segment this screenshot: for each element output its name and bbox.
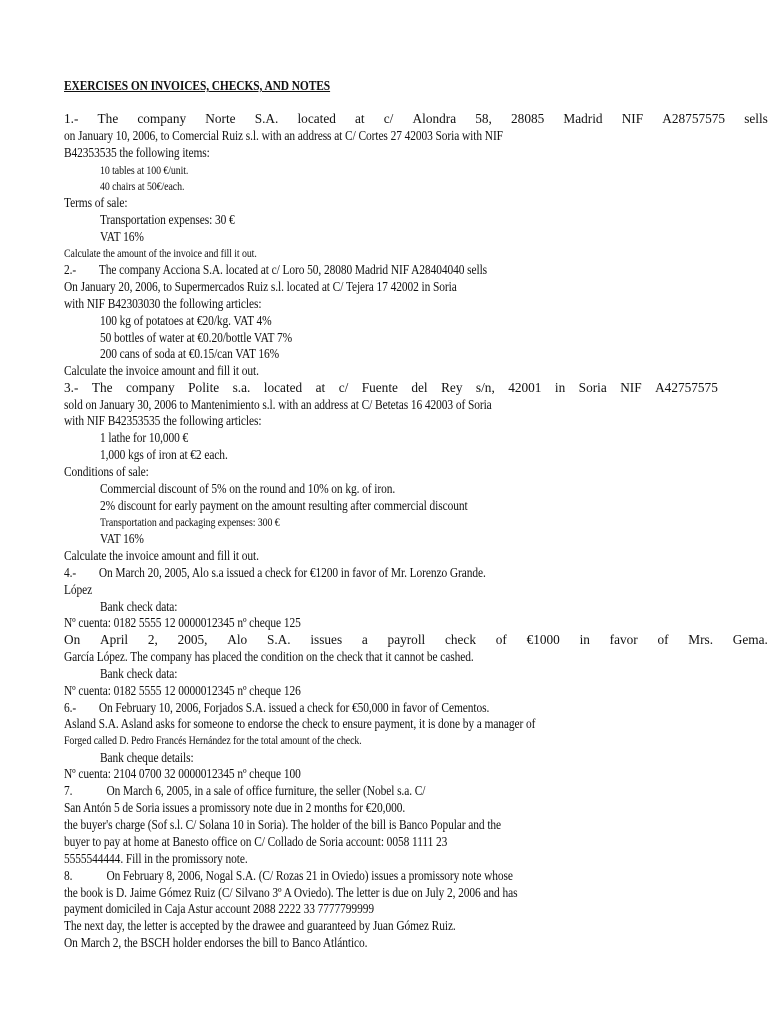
ex4-bank-label: Bank check data:: [100, 599, 178, 614]
ex5-bank-data: Nº cuenta: 0182 5555 12 0000012345 nº cheque 126: [64, 683, 301, 698]
ex1-item2: 40 chairs at 50€/each.: [100, 181, 185, 193]
ex2-line1: 2.- The company Acciona S.A. located at c/ Loro 50, 28080 Madrid NIF A28404040 sells: [64, 262, 488, 277]
word: 42001: [508, 380, 542, 395]
ex4-line2: López: [64, 582, 93, 597]
ex1-terms: Terms of sale:: [64, 195, 128, 210]
ex3-condition4: VAT 16%: [100, 531, 144, 546]
word: Rey: [441, 380, 463, 395]
word: Gema.: [732, 632, 768, 647]
ex7-line4: buyer to pay at home at Banesto office on C/ Collado de Soria account: 0058 1111 23: [64, 834, 448, 849]
ex1-line1: [64, 111, 768, 127]
ex2-line2: On January 20, 2006, to Supermercados Ruiz s.l. located at C/ Tejera 17 42002 in Soria: [64, 279, 457, 294]
ex3-conditions: Conditions of sale:: [64, 464, 149, 479]
word: company: [125, 380, 175, 395]
word: 28085: [511, 111, 545, 126]
ex4-bank-data: Nº cuenta: 0182 5555 12 0000012345 nº cheque 125: [64, 615, 301, 630]
ex2-line3: with NIF B42303030 the following articles:: [64, 296, 262, 311]
word: c/: [338, 380, 349, 395]
word: April: [100, 632, 129, 647]
word: Mrs.: [688, 632, 714, 647]
word: 2,: [147, 632, 158, 647]
word: favor: [609, 632, 638, 647]
ex5-line2: García López. The company has placed the condition on the check that it cannot be cashed.: [64, 649, 474, 664]
word: Alo: [227, 632, 248, 647]
ex8-line1: 8. On February 8, 2006, Nogal S.A. (C/ Rozas 21 in Oviedo) issues a promissory note whose: [64, 868, 513, 883]
word: a: [361, 632, 368, 647]
word: in: [554, 380, 566, 395]
ex8-line5: On March 2, the BSCH holder endorses the bill to Banco Atlántico.: [64, 935, 368, 950]
word: c/: [383, 111, 394, 126]
ex8-line4: The next day, the letter is accepted by the drawee and guaranteed by Juan Gómez Ruiz.: [64, 918, 456, 933]
word: The: [97, 111, 119, 126]
ex2-item3: 200 cans of soda at €0.15/can VAT 16%: [100, 346, 280, 361]
ex1-item1: 10 tables at 100 €/unit.: [100, 165, 189, 177]
ex4-line1: 4.- On March 20, 2005, Alo s.a issued a check for €1200 in favor of Mr. Lorenzo Grande.: [64, 565, 486, 580]
word: issues: [310, 632, 343, 647]
ex7-line5: 5555544444. Fill in the promissory note.: [64, 851, 248, 866]
ex1-term1: Transportation expenses: 30 €: [100, 212, 235, 227]
ex1-term2: VAT 16%: [100, 229, 144, 244]
ex3-line1: [64, 380, 718, 396]
word: at: [315, 380, 326, 395]
document-title: EXERCISES ON INVOICES, CHECKS, AND NOTES: [64, 78, 331, 93]
word: A28757575: [662, 111, 726, 126]
word: S.A.: [266, 632, 291, 647]
ex6-line1: 6.- On February 10, 2006, Forjados S.A. issued a check for €50,000 in favor of Cementos.: [64, 700, 490, 715]
ex6-line2: Asland S.A. Asland asks for someone to endorse the check to ensure payment, it is done by a manager of: [64, 716, 536, 731]
ex5-bank-label: Bank check data:: [100, 666, 178, 681]
ex1-calc: Calculate the amount of the invoice and fill it out.: [64, 248, 257, 260]
word: in: [579, 632, 590, 647]
ex7-line2: San Antón 5 de Soria issues a promissory note due in 2 months for €20,000.: [64, 800, 406, 815]
ex3-item1: 1 lathe for 10,000 €: [100, 430, 189, 445]
ex6-bank-label: Bank cheque details:: [100, 750, 194, 765]
word: company: [137, 111, 187, 126]
ex6-line3: Forged called D. Pedro Francés Hernández for the total amount of the check.: [64, 735, 362, 747]
word: The: [91, 380, 113, 395]
word: S.A.: [254, 111, 279, 126]
ex7-line1: 7. On March 6, 2005, in a sale of office furniture, the seller (Nobel s.a. C/: [64, 783, 426, 798]
ex3-condition3: Transportation and packaging expenses: 300 €: [100, 517, 280, 529]
word: sells: [744, 111, 768, 126]
word: located: [263, 380, 303, 395]
ex2-calc: Calculate the invoice amount and fill it out.: [64, 363, 259, 378]
ex3-item2: 1,000 kgs of iron at €2 each.: [100, 447, 228, 462]
word: 3.-: [64, 380, 79, 395]
word: A42757575: [655, 380, 718, 395]
ex6-bank-data: Nº cuenta: 2104 0700 32 0000012345 nº cheque 100: [64, 766, 301, 781]
word: Soria: [578, 380, 607, 395]
ex3-condition1: Commercial discount of 5% on the round and 10% on kg. of iron.: [100, 481, 396, 496]
ex3-calc: Calculate the invoice amount and fill it out.: [64, 548, 259, 563]
ex5-line1: [64, 632, 768, 648]
word: s/n,: [475, 380, 495, 395]
ex3-line2: sold on January 30, 2006 to Mantenimiento s.l. with an address at C/ Betetas 16 42003 of Soria: [64, 397, 492, 412]
ex2-item1: 100 kg of potatoes at €20/kg. VAT 4%: [100, 313, 272, 328]
word: Fuente: [361, 380, 398, 395]
word: Alondra: [412, 111, 457, 126]
word: s.a.: [232, 380, 251, 395]
word: of: [495, 632, 507, 647]
ex7-line3: the buyer's charge (Sof s.l. C/ Solana 10 in Soria). The holder of the bill is Banco Popular and the: [64, 817, 502, 832]
word: del: [411, 380, 428, 395]
ex3-condition2: 2% discount for early payment on the amount resulting after commercial discount: [100, 498, 468, 513]
ex1-line3: B42353535 the following items:: [64, 145, 210, 160]
word: payroll: [387, 632, 426, 647]
word: 1.-: [64, 111, 79, 126]
word: On: [64, 632, 81, 647]
ex8-line3: payment domiciled in Caja Astur account 2088 2222 33 7777799999: [64, 901, 374, 916]
word: of: [657, 632, 669, 647]
ex8-line2: the book is D. Jaime Gómez Ruiz (C/ Silvano 3º A Oviedo). The letter is due on July 2, 2006 and has: [64, 885, 518, 900]
word: 58,: [475, 111, 492, 126]
word: 2005,: [177, 632, 208, 647]
word: located: [297, 111, 336, 126]
word: NIF: [620, 380, 642, 395]
ex1-line2: on January 10, 2006, to Comercial Ruiz s.l. with an address at C/ Cortes 27 42003 Soria with NIF: [64, 128, 503, 143]
word: NIF: [621, 111, 644, 126]
word: €1000: [526, 632, 560, 647]
word: at: [355, 111, 365, 126]
word: Polite: [188, 380, 220, 395]
word: check: [444, 632, 476, 647]
word: Madrid: [563, 111, 603, 126]
ex3-line3: with NIF B42353535 the following articles:: [64, 413, 262, 428]
ex2-item2: 50 bottles of water at €0.20/bottle VAT 7%: [100, 330, 293, 345]
word: Norte: [205, 111, 236, 126]
